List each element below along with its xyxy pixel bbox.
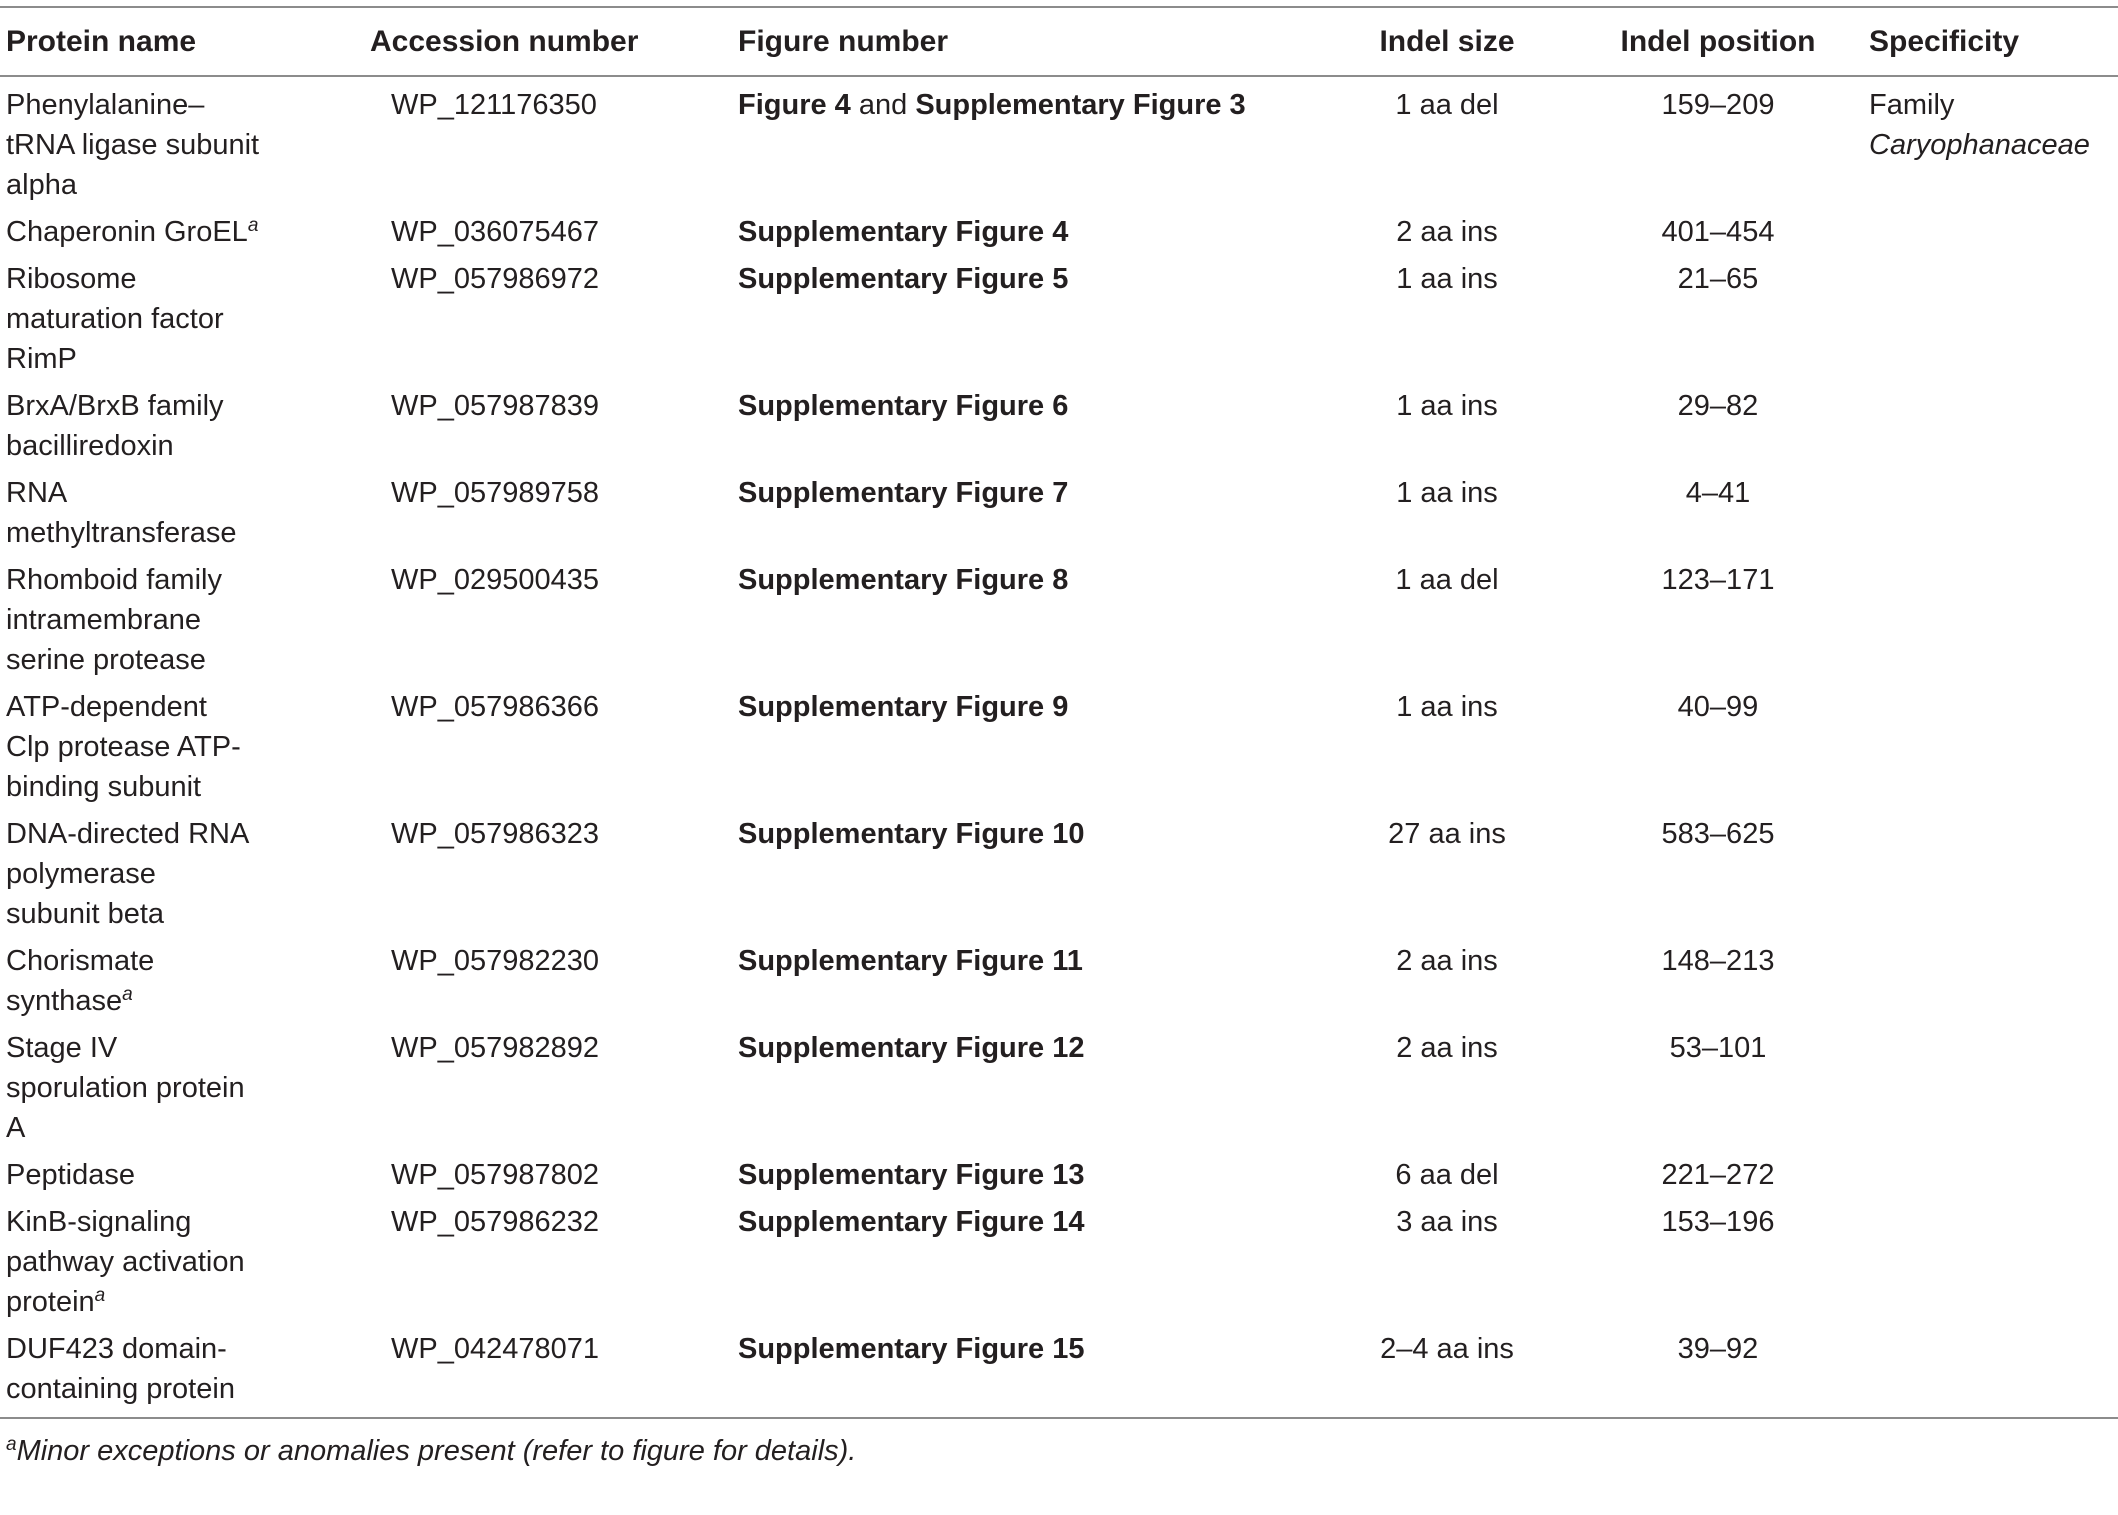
figure-link[interactable]: Figure 4: [738, 89, 851, 121]
supplementary-figure-link[interactable]: Supplementary Figure 5: [738, 263, 1069, 295]
table-row: [0, 683, 2118, 810]
specificity-cell: [1869, 76, 2118, 208]
indel-size-cell: 1 aa del: [1395, 564, 1499, 596]
indel-size-cell: 1 aa ins: [1396, 691, 1498, 723]
specificity-cell: [1869, 1151, 2118, 1198]
accession-cell: WP_057986232: [391, 1206, 599, 1238]
table-row: [0, 255, 2118, 382]
accession-cell: WP_029500435: [391, 564, 599, 596]
specificity-cell: [1869, 382, 2118, 469]
table-row: [0, 810, 2118, 937]
specificity-cell: [1869, 208, 2118, 255]
specificity-rank: Family: [1869, 89, 1955, 121]
accession-cell: WP_057986972: [391, 263, 599, 295]
specificity-taxon: Caryophanaceae: [1869, 129, 2090, 161]
indel-position-cell: 123–171: [1661, 564, 1775, 596]
accession-cell: WP_057987802: [391, 1159, 599, 1191]
indel-position-cell: 153–196: [1661, 1206, 1775, 1238]
header-accession-number: Accession number: [370, 24, 639, 58]
indel-position-cell: 4–41: [1685, 477, 1751, 509]
supplementary-figure-link[interactable]: Supplementary Figure 7: [738, 477, 1069, 509]
header-indel-position: Indel position: [1620, 24, 1816, 58]
header-protein-name: Protein name: [6, 24, 197, 58]
indel-size-cell: 2–4 aa ins: [1380, 1333, 1514, 1365]
protein-name-cell: [0, 469, 364, 556]
supplementary-figure-link[interactable]: Supplementary Figure 12: [738, 1032, 1085, 1064]
supplementary-figure-link[interactable]: Supplementary Figure 4: [738, 216, 1069, 248]
indel-size-cell: 2 aa ins: [1396, 945, 1498, 977]
accession-cell: WP_057986366: [391, 691, 599, 723]
indel-table: [0, 6, 2118, 1419]
figure-conjunction: and: [850, 89, 916, 121]
protein-name: DUF423 domain-containing protein: [6, 1333, 235, 1405]
indel-position-cell: 53–101: [1669, 1032, 1767, 1064]
protein-name-cell: [0, 1024, 364, 1151]
footnote-text: Minor exceptions or anomalies present (refer to figure for details).: [16, 1435, 857, 1467]
indel-size-cell: 2 aa ins: [1396, 216, 1498, 248]
table-row: [0, 937, 2118, 1024]
specificity-cell: [1869, 1024, 2118, 1151]
protein-name: Chorismate synthase: [6, 945, 155, 1017]
table-footnote: [0, 1419, 2118, 1468]
accession-cell: WP_057982892: [391, 1032, 599, 1064]
specificity-cell: [1869, 1325, 2118, 1418]
protein-name-cell: [0, 1151, 364, 1198]
table-row: [0, 382, 2118, 469]
table-row: [0, 469, 2118, 556]
protein-name: DNA-directed RNA polymerase subunit beta: [6, 818, 248, 930]
table-row: [0, 1151, 2118, 1198]
table-row: [0, 1325, 2118, 1418]
indel-size-cell: 27 aa ins: [1388, 818, 1506, 850]
protein-name-cell: [0, 683, 364, 810]
protein-name: BrxA/BrxB family bacilliredoxin: [6, 390, 224, 462]
protein-name: ATP-dependent Clp protease ATP-binding subunit: [6, 691, 241, 803]
accession-cell: WP_057986323: [391, 818, 599, 850]
indel-size-cell: 6 aa del: [1395, 1159, 1499, 1191]
accession-cell: WP_036075467: [391, 216, 599, 248]
figure-cell: [734, 76, 1327, 208]
indel-size-cell: 1 aa ins: [1396, 477, 1498, 509]
protein-name: Rhomboid family intramembrane serine protease: [6, 564, 222, 676]
indel-position-cell: 401–454: [1661, 216, 1775, 248]
protein-name-cell: [0, 810, 364, 937]
accession-cell: WP_057989758: [391, 477, 599, 509]
table-header: [0, 7, 2118, 76]
protein-name-cell: [0, 937, 364, 1024]
indel-position-cell: 583–625: [1661, 818, 1775, 850]
indel-size-cell: 2 aa ins: [1396, 1032, 1498, 1064]
indel-position-cell: 159–209: [1661, 89, 1775, 121]
header-indel-size: Indel size: [1379, 24, 1515, 58]
supplementary-figure-link[interactable]: Supplementary Figure 10: [738, 818, 1085, 850]
footnote-marker: a: [6, 1434, 17, 1455]
specificity-cell: [1869, 937, 2118, 1024]
indel-position-cell: 221–272: [1661, 1159, 1775, 1191]
accession-cell: WP_057982230: [391, 945, 599, 977]
protein-name: Phenylalanine– tRNA ligase subunit alpha: [6, 89, 260, 201]
accession-cell: WP_042478071: [391, 1333, 599, 1365]
protein-name: Peptidase: [6, 1159, 135, 1191]
header-specificity: Specificity: [1869, 24, 2020, 58]
specificity-cell: [1869, 1198, 2118, 1325]
table-body: [0, 76, 2118, 1418]
indel-position-cell: 148–213: [1661, 945, 1775, 977]
supplementary-figure-link[interactable]: Supplementary Figure 13: [738, 1159, 1085, 1191]
protein-name-cell: [0, 556, 364, 683]
table-row: [0, 76, 2118, 208]
protein-name: Stage IV sporulation protein A: [6, 1032, 245, 1144]
table-row: [0, 1024, 2118, 1151]
supplementary-figure-link[interactable]: Supplementary Figure 6: [738, 390, 1069, 422]
specificity-cell: [1869, 469, 2118, 556]
footnote-marker: a: [94, 1285, 106, 1306]
protein-name-cell: [0, 1325, 364, 1418]
accession-cell: WP_057987839: [391, 390, 599, 422]
specificity-cell: [1869, 556, 2118, 683]
supplementary-figure-link[interactable]: Supplementary Figure 11: [738, 945, 1083, 977]
indel-position-cell: 39–92: [1677, 1333, 1759, 1365]
protein-name-cell: [0, 1198, 364, 1325]
table-row: [0, 208, 2118, 255]
supplementary-figure-link[interactable]: Supplementary Figure 15: [738, 1333, 1085, 1365]
footnote-marker: a: [247, 215, 259, 236]
specificity-cell: [1869, 810, 2118, 937]
accession-cell: WP_121176350: [391, 89, 597, 121]
protein-name-cell: [0, 76, 364, 208]
indel-size-cell: 1 aa ins: [1396, 390, 1498, 422]
header-row: [0, 7, 2118, 76]
indel-position-cell: 29–82: [1677, 390, 1759, 422]
indel-size-cell: 1 aa ins: [1396, 263, 1498, 295]
footnote-marker: a: [122, 984, 133, 1005]
protein-name-cell: [0, 255, 364, 382]
indel-position-cell: 40–99: [1677, 691, 1759, 723]
header-figure-number: Figure number: [738, 24, 949, 58]
indel-size-cell: 3 aa ins: [1396, 1206, 1498, 1238]
indel-size-cell: 1 aa del: [1395, 89, 1499, 121]
supplementary-figure-link[interactable]: Supplementary Figure 8: [738, 564, 1069, 596]
specificity-cell: [1869, 683, 2118, 810]
protein-name-cell: [0, 208, 364, 255]
supplementary-figure-link[interactable]: Supplementary Figure 3: [915, 89, 1246, 121]
protein-name: Chaperonin GroEL: [6, 216, 248, 248]
indel-position-cell: 21–65: [1677, 263, 1759, 295]
table-container: [0, 6, 2118, 1468]
protein-name: Ribosome maturation factor RimP: [6, 263, 224, 375]
supplementary-figure-link[interactable]: Supplementary Figure 9: [738, 691, 1069, 723]
protein-name: KinB-signaling pathway activation protein: [6, 1206, 245, 1318]
table-row: [0, 1198, 2118, 1325]
protein-name: RNA methyltransferase: [6, 477, 237, 549]
specificity-cell: [1869, 255, 2118, 382]
protein-name-cell: [0, 382, 364, 469]
supplementary-figure-link[interactable]: Supplementary Figure 14: [738, 1206, 1085, 1238]
table-row: [0, 556, 2118, 683]
